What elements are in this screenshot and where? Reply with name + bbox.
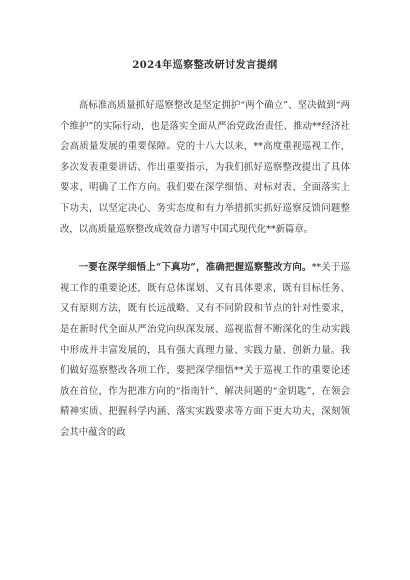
section-one-heading: 一要在深学细悟上“下真功”，准确把握巡察整改方向。 <box>78 262 312 274</box>
section-one-text: **关于巡视工作的重要论述，既有总体谋划、又有具体要求，既有目标任务、又有原则方法，既有长远战略、又有不同阶段和节点的针对性要求，是在新时代全面从严治党向纵深发展、巡视监督不断深化的生动实践中形成并丰富发展的，具有强大真理力量、实践力量、创新力量。我们做好巡察整改各项工作，要把深学细悟**关于巡视工作的重要论述放在首位，作为把准方向的“指南针”、解决问题的“金钥匙”，在领会精神实质、把握科学内涵、落实实践要求等方面下更大功夫，深刻领会其中蕴含的政 <box>60 262 350 438</box>
section-one-paragraph <box>60 258 350 443</box>
intro-paragraph <box>60 96 350 240</box>
intro-paragraph-text: 高标准高质量抓好巡察整改是坚定拥护“两个确立”、坚决做到“两个维护”的实际行动，也是落实全面从严治党政治责任、推动**经济社会高质量发展的重要保障。党的十八大以来，**高度重视巡视工作，多次发表重要讲话、作出重要指示，为我们抓好巡察整改提出了具体要求、明确了工作方向。我们要在深学细悟、对标对表、全面落实上下功夫，以坚定决心、务实态度和有力举措抓实抓好巡察反馈问题整改，以高质量巡察整改成效奋力谱写中国式现代化**新篇章。 <box>60 100 350 235</box>
document-title: 2024年巡察整改研讨发言提纲 <box>132 60 278 71</box>
